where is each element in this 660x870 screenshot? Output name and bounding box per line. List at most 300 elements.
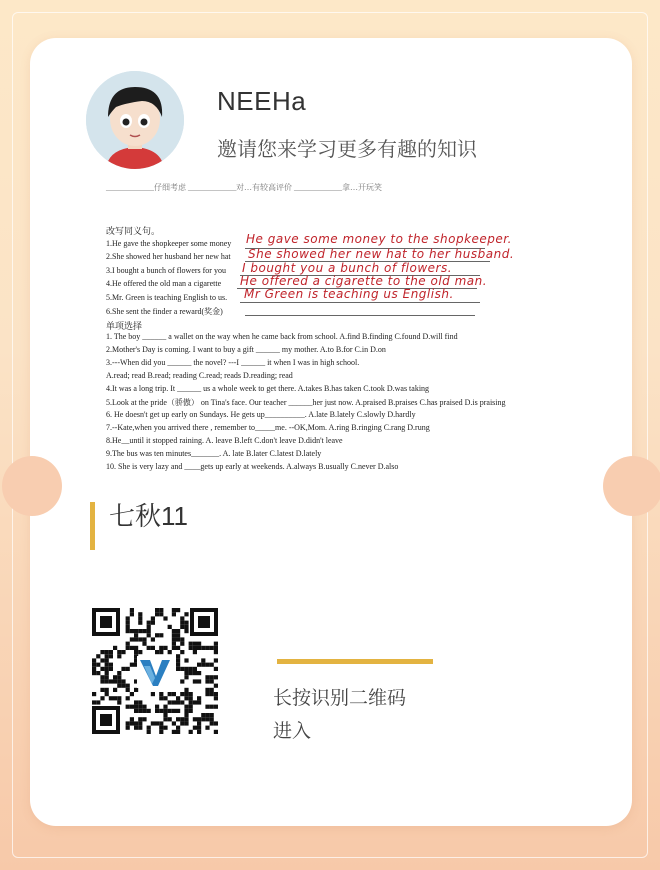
qr-module [142, 629, 146, 633]
qr-module [205, 675, 209, 679]
qr-module [105, 667, 109, 671]
qr-module [210, 713, 214, 717]
qr-module [163, 717, 167, 721]
qr-module [105, 654, 109, 658]
qr-module [210, 663, 214, 667]
qr-module [168, 717, 172, 721]
qr-module [159, 650, 163, 654]
qr-module [151, 692, 155, 696]
choice-item: 6. He doesn't get up early on Sundays. He gets up__________. A.late B.lately C.slowly D.hardly [106, 410, 416, 419]
qr-module [163, 705, 167, 709]
qr-module [159, 726, 163, 730]
qr-module [92, 671, 96, 675]
qr-module [130, 717, 134, 721]
qr-module [197, 730, 201, 734]
choice-item: 8.He__until it stopped raining. A. leave B.left C.don't leave D.didn't leave [106, 436, 343, 445]
qr-module [184, 658, 188, 662]
username: NEEHa [217, 86, 307, 116]
qr-module [172, 646, 176, 650]
qr-module [193, 642, 197, 646]
choice-item: 9.The bus was ten minutes_______. A. late B.later C.latest D.lately [106, 449, 322, 458]
qr-module [113, 679, 117, 683]
qr-module [105, 658, 109, 662]
qr-module [138, 726, 142, 730]
qr-module [117, 696, 121, 700]
qr-module [172, 633, 176, 637]
qr-module [117, 671, 121, 675]
avatar-illustration [86, 71, 184, 169]
qr-module [130, 608, 134, 612]
qr-module [210, 717, 214, 721]
qr-module [142, 705, 146, 709]
qr-module [214, 667, 218, 671]
handwritten-answer: He gave some money to the shopkeeper. [246, 232, 512, 246]
qr-module [210, 679, 214, 683]
qr-module [159, 696, 163, 700]
handwritten-answer: I bought you a bunch of flowers. [242, 261, 453, 275]
qr-module [210, 705, 214, 709]
qr-module [147, 621, 151, 625]
qr-module [184, 692, 188, 696]
qr-module [155, 650, 159, 654]
qr-module [126, 721, 130, 725]
qr-module [126, 696, 130, 700]
qr-module [138, 700, 142, 704]
qr-module [109, 696, 113, 700]
qr-module [189, 705, 193, 709]
qr-module [205, 713, 209, 717]
qr-module [130, 705, 134, 709]
qr-module [159, 721, 163, 725]
qr-module [197, 679, 201, 683]
qr-module [197, 700, 201, 704]
qr-module [126, 616, 130, 620]
qr-module [210, 721, 214, 725]
qr-module [214, 646, 218, 650]
qr-accent-line [277, 659, 433, 664]
qr-module [184, 625, 188, 629]
qr-module [109, 667, 113, 671]
qr-module [172, 642, 176, 646]
rewrite-item: 2.She showed her husband her new hat [106, 252, 231, 261]
qr-module [151, 721, 155, 725]
qr-module [180, 621, 184, 625]
qr-module [113, 675, 117, 679]
qr-module [168, 700, 172, 704]
qr-module [142, 642, 146, 646]
qr-module [201, 646, 205, 650]
qr-module [176, 730, 180, 734]
qr-module [163, 713, 167, 717]
qr-module [180, 642, 184, 646]
rewrite-item: 6.She sent the finder a reward(奖金) [106, 307, 223, 316]
qr-module [201, 658, 205, 662]
qr-module [176, 667, 180, 671]
qr-module [109, 679, 113, 683]
qr-module [176, 726, 180, 730]
qr-module [197, 696, 201, 700]
qr-module [172, 730, 176, 734]
qr-module [201, 663, 205, 667]
qr-module [205, 679, 209, 683]
qr-module [109, 654, 113, 658]
qr-module [138, 721, 142, 725]
choice-item: 10. She is very lazy and ____gets up early at weekends. A.always B.usually C.never D.also [106, 462, 399, 471]
qr-module [172, 608, 176, 612]
qr-module [189, 646, 193, 650]
qr-module [189, 709, 193, 713]
qr-module [172, 629, 176, 633]
qr-module [193, 650, 197, 654]
answer-underline [245, 315, 475, 316]
rewrite-item: 1.He gave the shopkeeper some money [106, 239, 232, 248]
qr-module [180, 616, 184, 620]
qr-module [134, 726, 138, 730]
qr-module [96, 663, 100, 667]
qr-module [184, 713, 188, 717]
qr-module [176, 654, 180, 658]
qr-module [180, 650, 184, 654]
qr-module [126, 629, 130, 633]
qr-module [184, 629, 188, 633]
qr-module [151, 621, 155, 625]
qr-module [193, 667, 197, 671]
qr-module [142, 637, 146, 641]
qr-module [126, 726, 130, 730]
rewrite-item: 3.I bought a bunch of flowers for you [106, 266, 226, 275]
qr-module [172, 700, 176, 704]
qr-module [180, 637, 184, 641]
qr-module [197, 721, 201, 725]
qr-module [155, 705, 159, 709]
qr-module [210, 646, 214, 650]
qr-module [176, 646, 180, 650]
qr-module [121, 684, 125, 688]
qr-module [184, 621, 188, 625]
qr-module [184, 612, 188, 616]
qr-module [134, 700, 138, 704]
qr-module [163, 616, 167, 620]
qr-module [155, 612, 159, 616]
qr-module [159, 709, 163, 713]
qr-module [176, 717, 180, 721]
qr-module [193, 679, 197, 683]
qr-module [180, 679, 184, 683]
qr-module [205, 726, 209, 730]
qr-module [113, 646, 117, 650]
qr-module [214, 721, 218, 725]
qr-module [197, 646, 201, 650]
qr-module [126, 688, 130, 692]
qr-module [184, 709, 188, 713]
qr-module [121, 650, 125, 654]
qr-module [163, 709, 167, 713]
qr-module [134, 709, 138, 713]
qr-module [214, 658, 218, 662]
qr-module [197, 717, 201, 721]
qr-code[interactable] [90, 606, 220, 736]
qr-module [176, 629, 180, 633]
qr-module [180, 667, 184, 671]
qr-module [126, 646, 130, 650]
qr-module [92, 658, 96, 662]
qr-module [205, 705, 209, 709]
qr-module [176, 608, 180, 612]
qr-module [100, 675, 104, 679]
qr-module [121, 667, 125, 671]
qr-module [163, 726, 167, 730]
qr-module [172, 709, 176, 713]
qr-module [113, 688, 117, 692]
document-preview[interactable] [100, 180, 560, 472]
qr-module [109, 650, 113, 654]
qr-module [105, 675, 109, 679]
qr-module [159, 608, 163, 612]
qr-module [159, 633, 163, 637]
qr-module [197, 671, 201, 675]
qr-module [100, 667, 104, 671]
qr-module [138, 717, 142, 721]
qr-module [168, 692, 172, 696]
qr-module [151, 616, 155, 620]
qr-module [159, 612, 163, 616]
qr-module [168, 650, 172, 654]
qr-module [138, 629, 142, 633]
qr-module [189, 667, 193, 671]
qr-module [105, 688, 109, 692]
qr-module [105, 663, 109, 667]
section-choice-title: 单项选择 [106, 321, 143, 331]
qr-module [134, 646, 138, 650]
qr-module [193, 671, 197, 675]
choice-item: 2.Mother's Day is coming. I want to buy a gift ______ my mother. A.to B.for C.in D.on [106, 345, 386, 354]
qr-module [210, 692, 214, 696]
qr-module [189, 696, 193, 700]
author-accent-bar [90, 502, 95, 550]
qr-module [134, 650, 138, 654]
qr-module [155, 709, 159, 713]
qr-module [176, 709, 180, 713]
qr-module [184, 705, 188, 709]
qr-module [134, 705, 138, 709]
qr-module [109, 663, 113, 667]
author-name: 七秋11 [109, 501, 188, 531]
qr-module [130, 721, 134, 725]
qr-module [117, 679, 121, 683]
qr-module [134, 629, 138, 633]
qr-module [172, 637, 176, 641]
qr-module [138, 621, 142, 625]
qr-module [205, 688, 209, 692]
qr-module [193, 700, 197, 704]
qr-code-graphic [90, 606, 220, 736]
qr-module [214, 642, 218, 646]
qr-module [180, 700, 184, 704]
qr-module [172, 721, 176, 725]
qr-module [130, 637, 134, 641]
qr-module [189, 642, 193, 646]
qr-module [155, 721, 159, 725]
qr-module [138, 650, 142, 654]
qr-module [130, 663, 134, 667]
qr-module [96, 700, 100, 704]
qr-module [134, 637, 138, 641]
qr-module [96, 671, 100, 675]
qr-module [193, 726, 197, 730]
choice-item: 5.Look at the pride（骄傲） on Tina's face. Our teacher ______her just now. A.praised B.praises C.has praised D.is praising [106, 398, 506, 407]
qr-module [142, 717, 146, 721]
qr-module [138, 637, 142, 641]
qr-module [197, 663, 201, 667]
qr-module [117, 684, 121, 688]
qr-module [163, 696, 167, 700]
choice-item: 4.It was a long trip. It ______ us a whole week to get there. A.takes B.has taken C.took D.was taking [106, 384, 430, 393]
qr-module [214, 696, 218, 700]
qr-label-line2: 进入 [273, 721, 312, 742]
qr-module [126, 621, 130, 625]
qr-module [201, 713, 205, 717]
qr-module [147, 646, 151, 650]
qr-module [130, 692, 134, 696]
qr-module [214, 684, 218, 688]
qr-module [134, 688, 138, 692]
qr-module [126, 684, 130, 688]
qr-label-line1: 长按识别二维码 [273, 688, 407, 709]
qr-module [126, 642, 130, 646]
qr-module [184, 717, 188, 721]
qr-module [117, 675, 121, 679]
qr-module [100, 679, 104, 683]
qr-module [184, 675, 188, 679]
qr-module [176, 658, 180, 662]
section-rewrite-title: 改写同义句。 [106, 226, 161, 236]
qr-module [205, 646, 209, 650]
qr-module [151, 637, 155, 641]
qr-module [138, 616, 142, 620]
qr-module [126, 625, 130, 629]
qr-module [159, 646, 163, 650]
qr-module [147, 625, 151, 629]
avatar [86, 71, 184, 169]
qr-module [184, 688, 188, 692]
qr-module [176, 637, 180, 641]
qr-module [205, 663, 209, 667]
qr-module [214, 675, 218, 679]
qr-module [180, 717, 184, 721]
handwritten-answer: He offered a cigarette to the old man. [240, 274, 488, 288]
qr-module [168, 709, 172, 713]
choice-item: 7.--Kate,when you arrived there , remember to_____me. --OK,Mom. A.ring B.ringing C.rang D.rung [106, 423, 430, 432]
qr-module [189, 671, 193, 675]
qr-module [92, 692, 96, 696]
qr-module [163, 646, 167, 650]
qr-module [189, 692, 193, 696]
qr-module [176, 700, 180, 704]
qr-module [176, 633, 180, 637]
qr-module [117, 654, 121, 658]
qr-module [205, 692, 209, 696]
qr-module [197, 726, 201, 730]
qr-module [159, 692, 163, 696]
qr-module [147, 629, 151, 633]
qr-module [176, 696, 180, 700]
card-notch-left [2, 456, 62, 516]
qr-module [100, 688, 104, 692]
qr-module [151, 646, 155, 650]
qr-module [100, 650, 104, 654]
qr-module [105, 671, 109, 675]
qr-module [214, 650, 218, 654]
qr-module [210, 688, 214, 692]
qr-module [180, 692, 184, 696]
qr-module [96, 654, 100, 658]
qr-module [113, 696, 117, 700]
qr-module [168, 625, 172, 629]
qr-module [138, 705, 142, 709]
invite-text: 邀请您来学习更多有趣的知识 [217, 139, 477, 161]
qr-module [134, 721, 138, 725]
qr-module [184, 721, 188, 725]
answer-underline [240, 302, 480, 303]
qr-module [126, 705, 130, 709]
qr-module [184, 696, 188, 700]
qr-module [134, 633, 138, 637]
qr-module [142, 709, 146, 713]
qr-module [138, 709, 142, 713]
qr-module [126, 667, 130, 671]
rewrite-item: 4.He offered the old man a cigarette [106, 279, 222, 288]
qr-module [172, 612, 176, 616]
qr-module [159, 730, 163, 734]
qr-module [147, 730, 151, 734]
qr-module [92, 700, 96, 704]
qr-module [147, 709, 151, 713]
qr-module [193, 717, 197, 721]
qr-module [105, 692, 109, 696]
qr-module [214, 692, 218, 696]
qr-module [214, 730, 218, 734]
qr-module [197, 642, 201, 646]
qr-module [130, 629, 134, 633]
qr-module [138, 612, 142, 616]
card-notch-right [603, 456, 660, 516]
qr-module [180, 721, 184, 725]
qr-module [117, 700, 121, 704]
qr-module [189, 730, 193, 734]
qr-module [155, 608, 159, 612]
qr-module [172, 692, 176, 696]
qr-module [210, 675, 214, 679]
qr-module [105, 650, 109, 654]
choice-item: A.read; read B.read; reading C.read; reads D.reading; read [106, 371, 293, 380]
qr-module [100, 696, 104, 700]
qr-instruction [273, 682, 406, 748]
qr-module [214, 705, 218, 709]
qr-module [105, 679, 109, 683]
qr-module [100, 658, 104, 662]
handwritten-answer: Mr Green is teaching us English. [244, 287, 454, 301]
choice-item: 1. The boy ______ a wallet on the way when he came back from school. A.find B.finding C.found D.will find [106, 332, 458, 341]
qr-module [155, 633, 159, 637]
qr-module [121, 679, 125, 683]
qr-module [147, 633, 151, 637]
qr-module [184, 671, 188, 675]
qr-module [130, 646, 134, 650]
doc-top-partial: ____________仔细考虑 ____________对…有较高评价 ____________拿…开玩笑 [106, 183, 382, 192]
rewrite-item: 5.Mr. Green is teaching English to us. [106, 293, 228, 302]
qr-module [184, 667, 188, 671]
handwritten-answer: She showed her new hat to her husband. [248, 247, 515, 261]
